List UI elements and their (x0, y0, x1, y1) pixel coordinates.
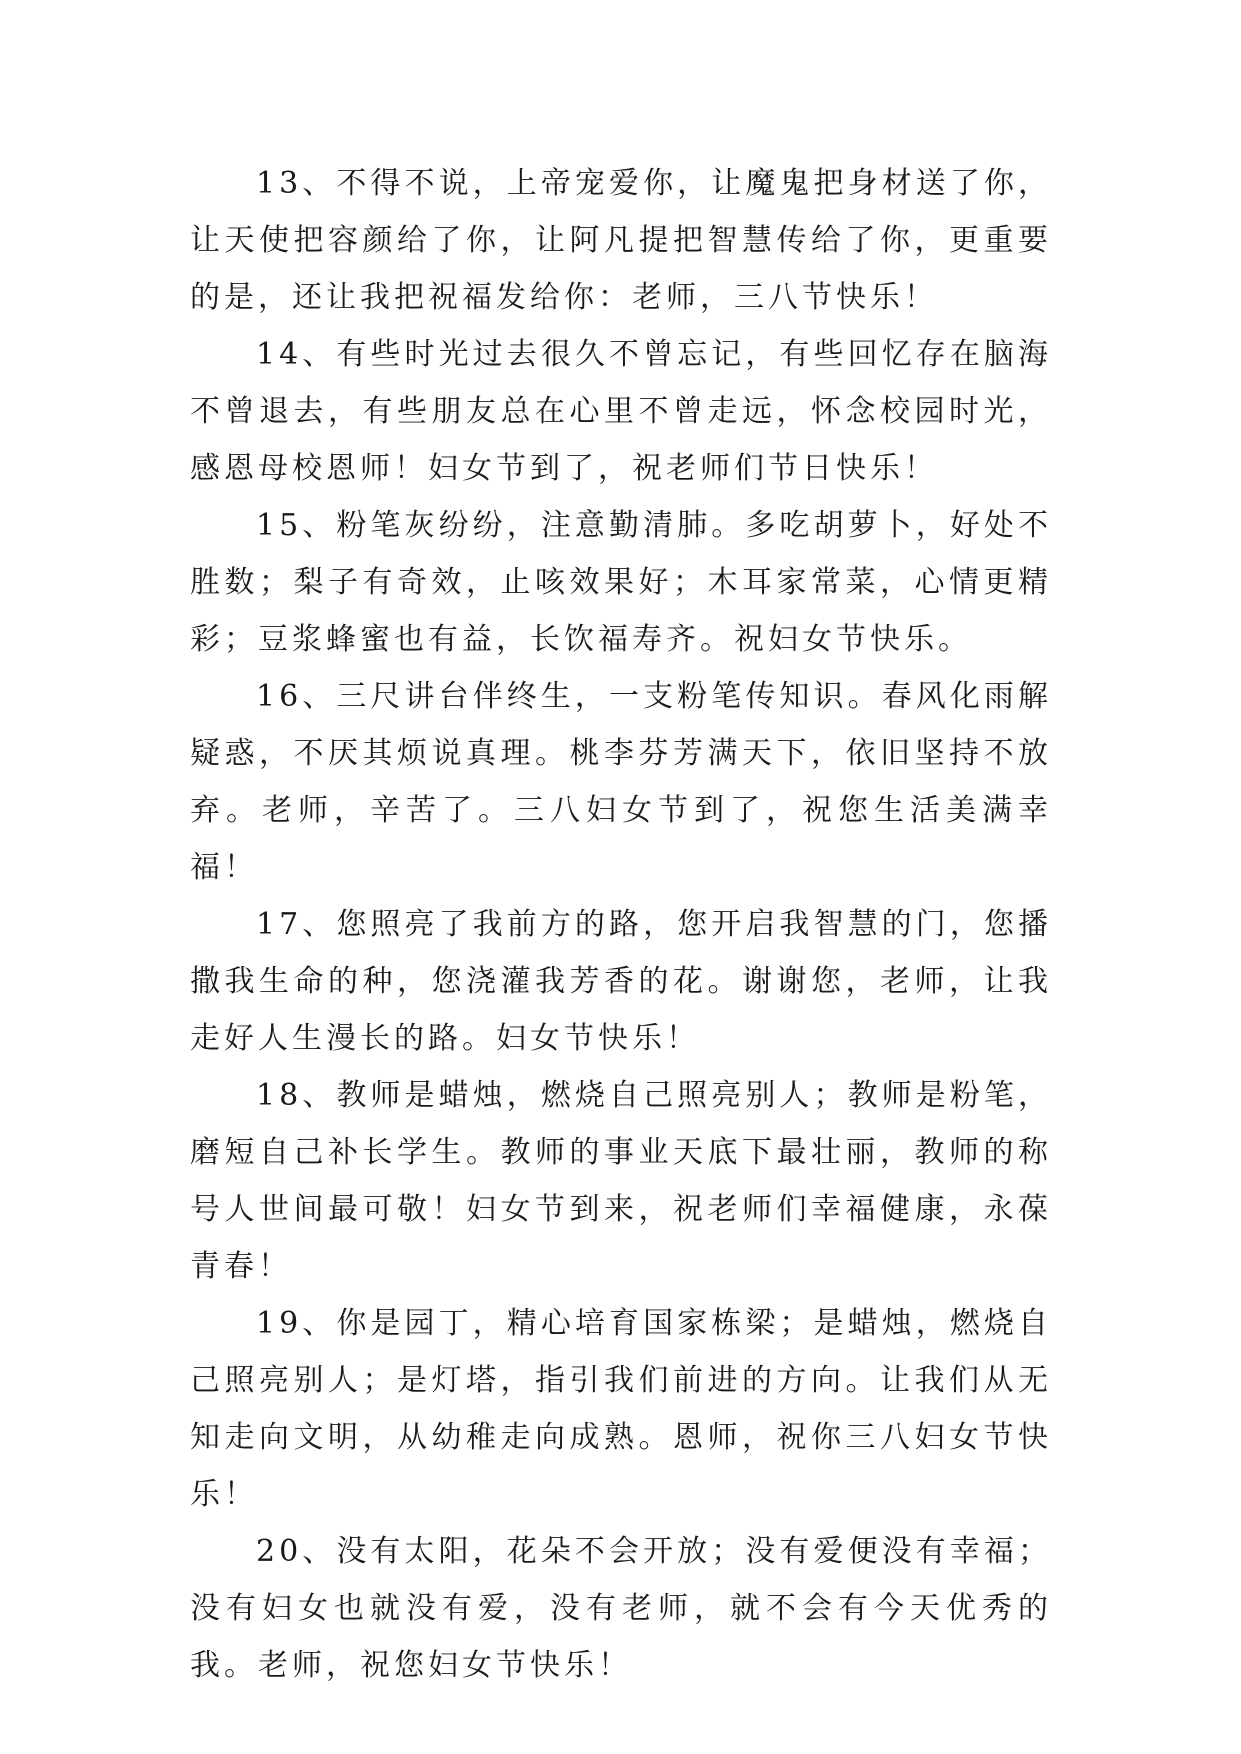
document-body (190, 155, 1052, 1694)
paragraph-20: 20、没有太阳，花朵不会开放；没有爱便没有幸福；没有妇女也就没有爱，没有老师，就不会有今天优秀的我。老师，祝您妇女节快乐！ (190, 1534, 1052, 1683)
paragraph-14: 14、有些时光过去很久不曾忘记，有些回忆存在脑海不曾退去，有些朋友总在心里不曾走远，怀念校园时光，感恩母校恩师！妇女节到了，祝老师们节日快乐！ (190, 337, 1052, 486)
paragraph-19: 19、你是园丁，精心培育国家栋梁；是蜡烛，燃烧自己照亮别人；是灯塔，指引我们前进的方向。让我们从无知走向文明，从幼稚走向成熟。恩师，祝你三八妇女节快乐！ (190, 1306, 1052, 1512)
paragraph-18: 18、教师是蜡烛，燃烧自己照亮别人；教师是粉笔，磨短自己补长学生。教师的事业天底下最壮丽，教师的称号人世间最可敬！妇女节到来，祝老师们幸福健康，永葆青春！ (190, 1078, 1052, 1284)
paragraph-13: 13、不得不说，上帝宠爱你，让魔鬼把身材送了你，让天使把容颜给了你，让阿凡提把智慧传给了你，更重要的是，还让我把祝福发给你：老师，三八节快乐！ (190, 166, 1052, 315)
paragraph-16: 16、三尺讲台伴终生，一支粉笔传知识。春风化雨解疑惑，不厌其烦说真理。桃李芬芳满天下，依旧坚持不放弃。老师，辛苦了。三八妇女节到了，祝您生活美满幸福！ (190, 679, 1052, 885)
paragraph-15: 15、粉笔灰纷纷，注意勤清肺。多吃胡萝卜，好处不胜数；梨子有奇效，止咳效果好；木耳家常菜，心情更精彩；豆浆蜂蜜也有益，长饮福寿齐。祝妇女节快乐。 (190, 508, 1052, 657)
paragraph-17: 17、您照亮了我前方的路，您开启我智慧的门，您播撒我生命的种，您浇灌我芳香的花。谢谢您，老师，让我走好人生漫长的路。妇女节快乐！ (190, 907, 1052, 1056)
